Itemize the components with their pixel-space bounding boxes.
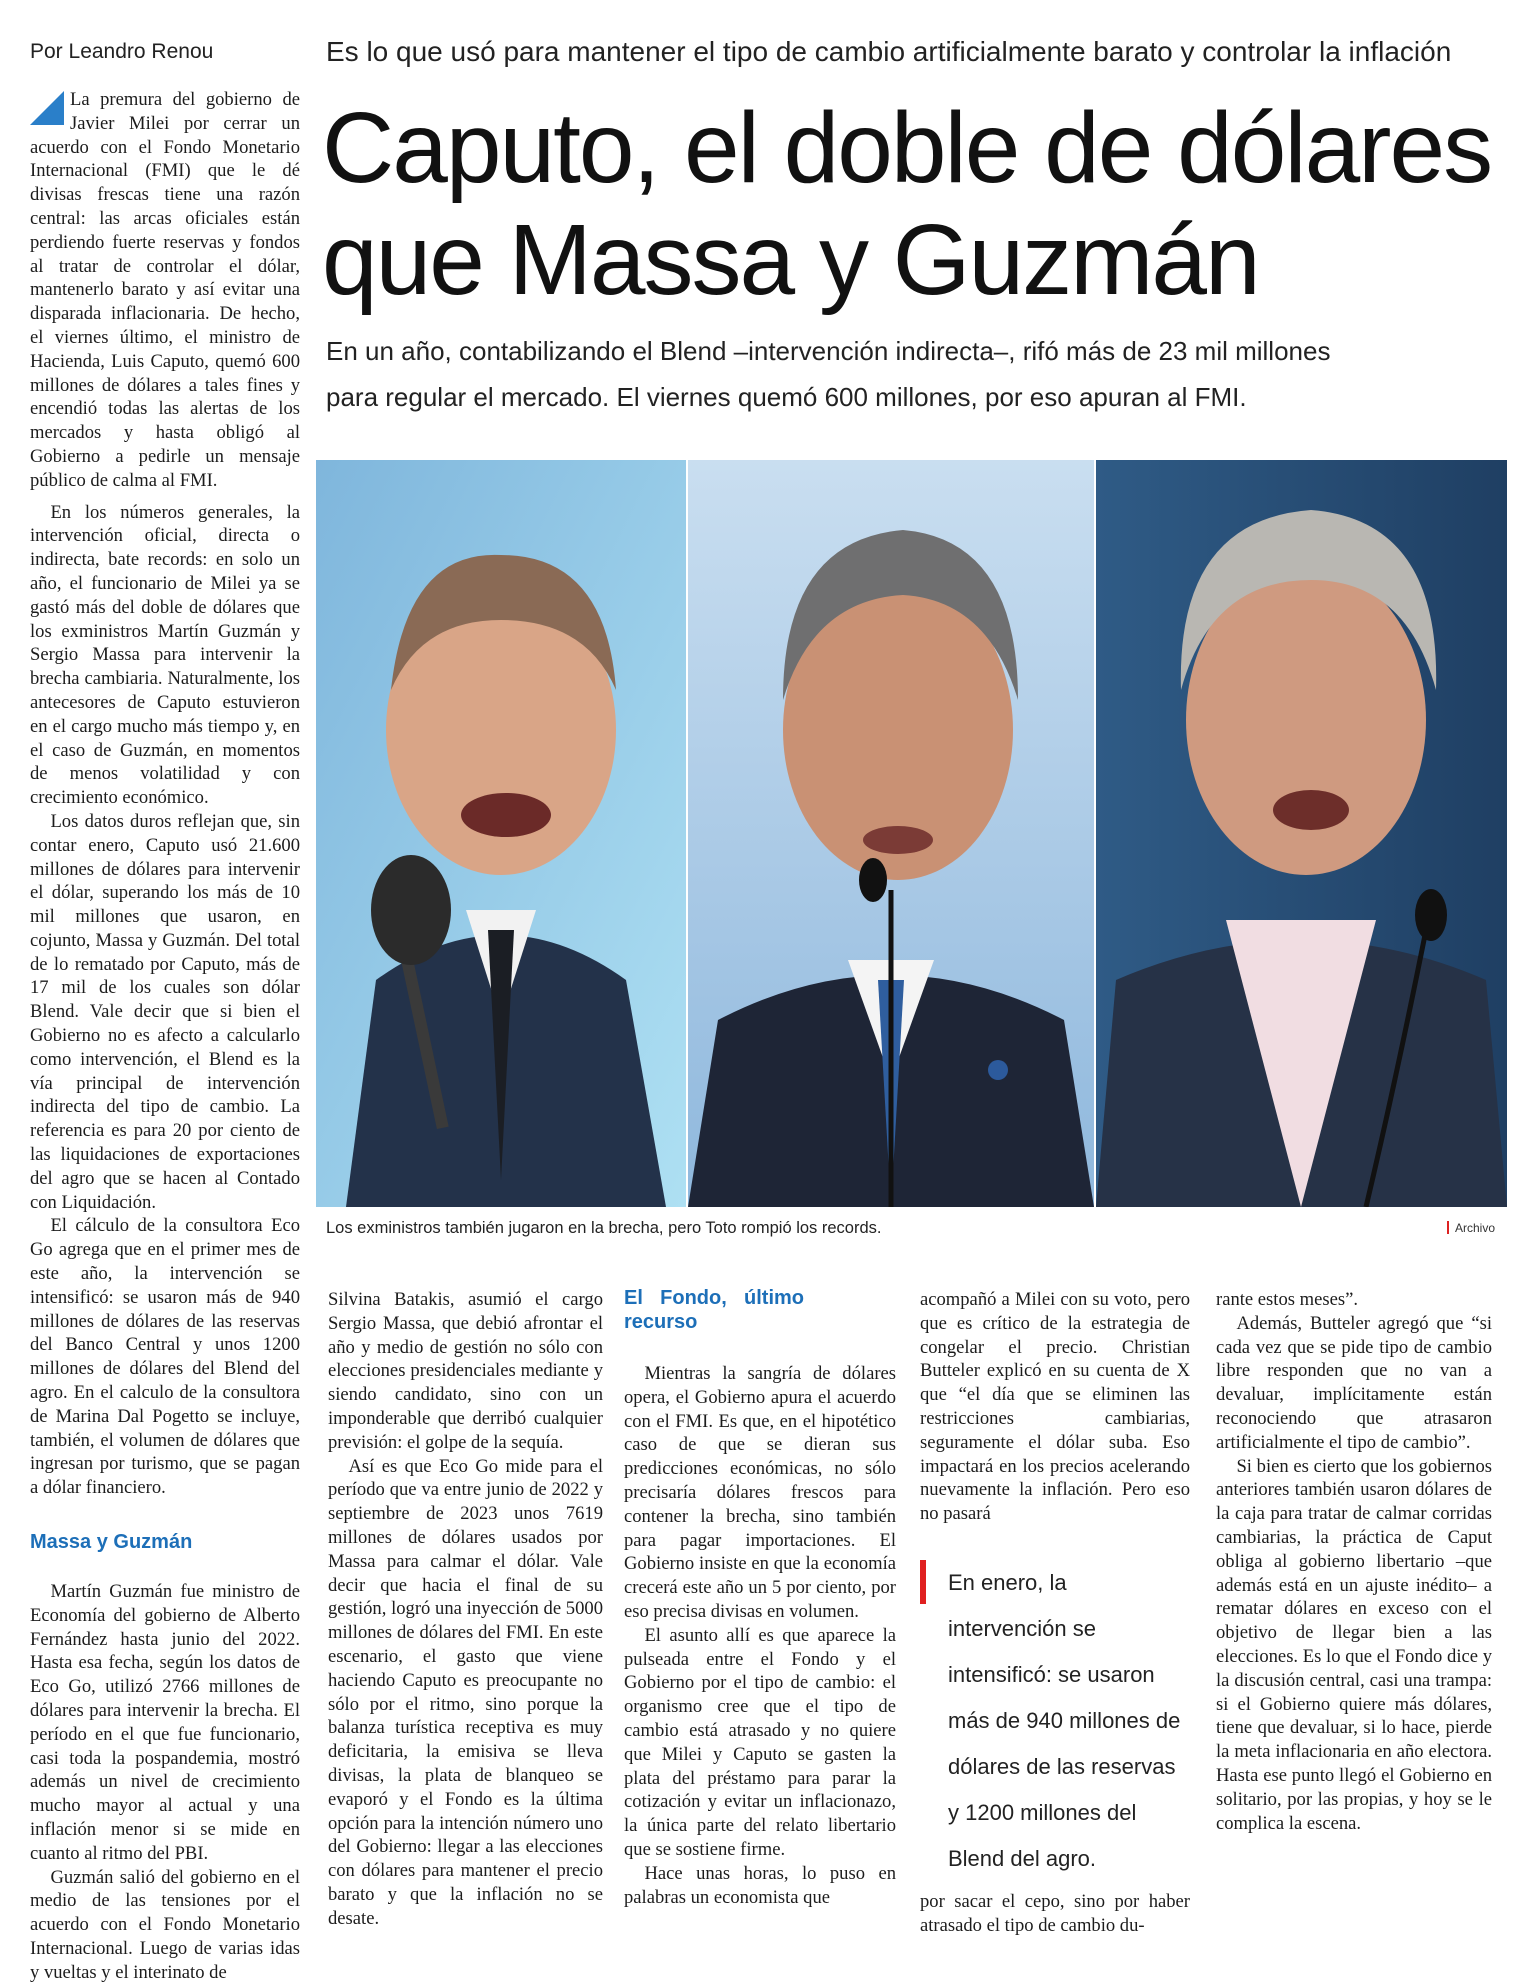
pull-quote-bar — [920, 1560, 926, 1604]
paragraph: Si bien es cierto que los gobiernos anteriores también usaron dólares de la caja para tratar de calmar corridas cambiarias, la práctica de Caput obliga al gobierno libertario –que además está en un ajuste inédito– a rematar dólares en exceso con el objetivo de llegar bien a las elecciones. Es lo que el Fondo dice y la discusión central, casi una trampa: si el Gobierno quiere más dólares, tiene que devaluar, si lo hace, pierde la meta inflacionaria en año electora. Hasta ese punto llegó el Gobierno en solitario, por las propias, y hoy se le complica la escena. — [1216, 1455, 1492, 1834]
pull-quote — [920, 1560, 1190, 1871]
headline-line-2: que Massa y Guzmán — [322, 204, 1259, 316]
paragraph: Los datos duros reflejan que, sin contar enero, Caputo usó 21.600 millones de dólares para intervenir el dólar, superando los más de 10 mil millones que usaron, en cojunto, Massa y Guzmán. Del total de lo rematado por Caputo, más de 17 mil de los cuales son dólar Blend. Vale decir que si bien el Gobierno no es afecto a calcularlo como intervención, el Blend es la vía principal de intervención indirecta del tipo de cambio. La referencia es para 20 por ciento de las liquidaciones de exportaciones del agro que se hacen al Contado con Liquidación. — [30, 810, 300, 1213]
credit-bar — [1447, 1221, 1449, 1234]
paragraph: por sacar el cepo, sino por haber atrasado el tipo de cambio du- — [920, 1891, 1190, 1936]
section-heading: El Fondo, último recurso — [624, 1287, 804, 1333]
headline — [322, 92, 1517, 316]
section-heading: Massa y Guzmán — [30, 1531, 193, 1554]
article-column-4-end — [920, 1890, 1190, 1938]
subhead — [326, 328, 1506, 420]
photo-strip — [316, 460, 1507, 1207]
photo-caption: Los exministros también jugaron en la brecha, pero Toto rompió los records. — [326, 1219, 882, 1237]
article-column-3 — [624, 1286, 896, 1909]
paragraph: rante estos meses”. — [1216, 1289, 1358, 1310]
paragraph: Además, Butteler agregó que “si cada vez que se pide tipo de cambio libre responden que no van a devaluar, implícitamente están reconociendo que atrasaron artificialmente el tipo de cambio”. — [1216, 1312, 1492, 1453]
paragraph: Así es que Eco Go mide para el período que va entre junio de 2022 y septiembre de 2023 unos 7619 millones de dólares usados por Massa para calmar el dólar. Vale decir que hacia el final de su gestión, logró una inyección de 5000 millones de dólares del FMI. En este escenario, el gasto que viene haciendo Caputo es preocupante no sólo por el ritmo, sino porque la balanza turística receptiva es muy deficitaria, la emisiva se lleva divisas, la plata de blanqueo se evaporó y el Fondo es la última opción para la intención número uno del Gobierno: llegar a las elecciones con dólares para mantener el precio barato y que la inflación no se desate. — [328, 1455, 603, 1929]
photo-caputo — [1096, 460, 1507, 1207]
byline: Por Leandro Renou — [30, 40, 214, 63]
paragraph: Mientras la sangría de dólares opera, el Gobierno apura el acuerdo con el FMI. Es que, en el hipotético caso de que se dieran sus predicciones económicas, no sólo precisaría dólares frescos para contener la brecha, sino también para pagar importaciones. El Gobierno insiste en que la economía crecerá este año un 5 por ciento, por eso precisa divisas en volumen. — [624, 1363, 896, 1622]
paragraph: El cálculo de la consultora Eco Go agrega que en el primer mes de este año, la intervención se intensificó: se usaron más de 940 millones de dólares de las reservas del Banco Central y unos 1200 millones de dólares del Blend del agro. En el calculo de la consultora de Marina Dal Pogetto se incluye, también, el volumen de dólares que ingresan por turismo, que se pagan a dólar financiero. — [30, 1215, 300, 1499]
article-column-2 — [328, 1288, 603, 1931]
paragraph: La premura del gobierno de Javier Milei por cerrar un acuerdo con el Fondo Monetario Internacional (FMI) que le dé divisas frescas tiene una razón central: las arcas oficiales están perdiendo fuerte reservas y fondos al tratar de controlar el dólar, mantenerlo barato y así evitar una disparada inflacionaria. De hecho, el viernes último, el ministro de Hacienda, Luis Caputo, quemó 600 millones de dólares a tales fines y encendió todas las alertas de los mercados y hasta obligó al Gobierno a pedirle un mensaje público de calma al FMI. — [30, 89, 300, 491]
article-column-5 — [1216, 1288, 1492, 1835]
article-column-1 — [30, 88, 300, 1985]
paragraph: Hace unas horas, lo puso en palabras un economista que — [624, 1862, 896, 1908]
subhead-line-2: para regular el mercado. El viernes quemó 600 millones, por eso apuran al FMI. — [326, 382, 1247, 412]
photo-massa — [688, 460, 1094, 1207]
paragraph: En los números generales, la intervención oficial, directa o indirecta, bate records: en solo un año, el funcionario de Milei ya se gastó más del doble de dólares que los exministros Martín Guzmán y Sergio Massa para intervenir la brecha cambiaria. Naturalmente, los antecesores de Caputo estuvieron en el cargo mucho más tiempo y, en el caso de Guzmán, en momentos de menos volatilidad y con crecimiento económico. — [30, 501, 300, 809]
article-column-4 — [920, 1288, 1190, 1526]
paragraph: Guzmán salió del gobierno en el medio de las tensiones por el acuerdo con el Fondo Monetario Internacional. Luego de varias idas y vueltas y el interinato de — [30, 1866, 300, 1983]
kicker: Es lo que usó para mantener el tipo de cambio artificialmente barato y controlar la inflación — [326, 36, 1452, 67]
credit-text: Archivo — [1455, 1221, 1496, 1235]
paragraph: Martín Guzmán fue ministro de Economía del gobierno de Alberto Fernández hasta junio del 2022. Hasta esa fecha, según los datos de Eco Go, utilizó 2766 millones de dólares para intervenir la brecha. El período en el que fue funcionario, casi toda la pospandemia, mostró además un nivel de crecimiento mucho mayor al actual y una inflación menor si se mide en cuanto al ritmo del PBI. — [30, 1581, 300, 1864]
triangle-dropcap-icon — [30, 91, 64, 125]
paragraph: Silvina Batakis, asumió el cargo Sergio Massa, que debió afrontar el año y medio de gestión no sólo con elecciones presidenciales mediante y siendo candidato, sino con un imponderable que derribó cualquier previsión: el golpe de la sequía. — [328, 1289, 603, 1453]
paragraph: El asunto allí es que aparece la pulseada entre el Fondo y el Gobierno por el tipo de cambio: el organismo cree que el tipo de cambio está atrasado y no quiere que Milei y Caputo se gasten la plata del préstamo para parar la cotización y evitar un inflacionazo, la única parte del relato libertario que se sostiene firme. — [624, 1624, 896, 1860]
photo-credit — [1447, 1221, 1495, 1235]
paragraph: acompañó a Milei con su voto, pero que es crítico de la estrategia de congelar el precio. Christian Butteler explicó en su cuenta de X que “el día que se eliminen las restricciones cambiarias, seguramente el dólar suba. Eso impactará en los precios acelerando nuevamente la inflación. Pero eso no pasará — [920, 1289, 1190, 1525]
photo-guzman — [316, 460, 686, 1207]
pull-quote-text: En enero, la intervención se intensificó: se usaron más de 940 millones de dólares de las reservas y 1200 millones del Blend del agro. — [948, 1570, 1181, 1871]
headline-line-1: Caputo, el doble de dólares — [322, 92, 1492, 204]
subhead-line-1: En un año, contabilizando el Blend –intervención indirecta–, rifó más de 23 mil millones — [326, 336, 1331, 366]
